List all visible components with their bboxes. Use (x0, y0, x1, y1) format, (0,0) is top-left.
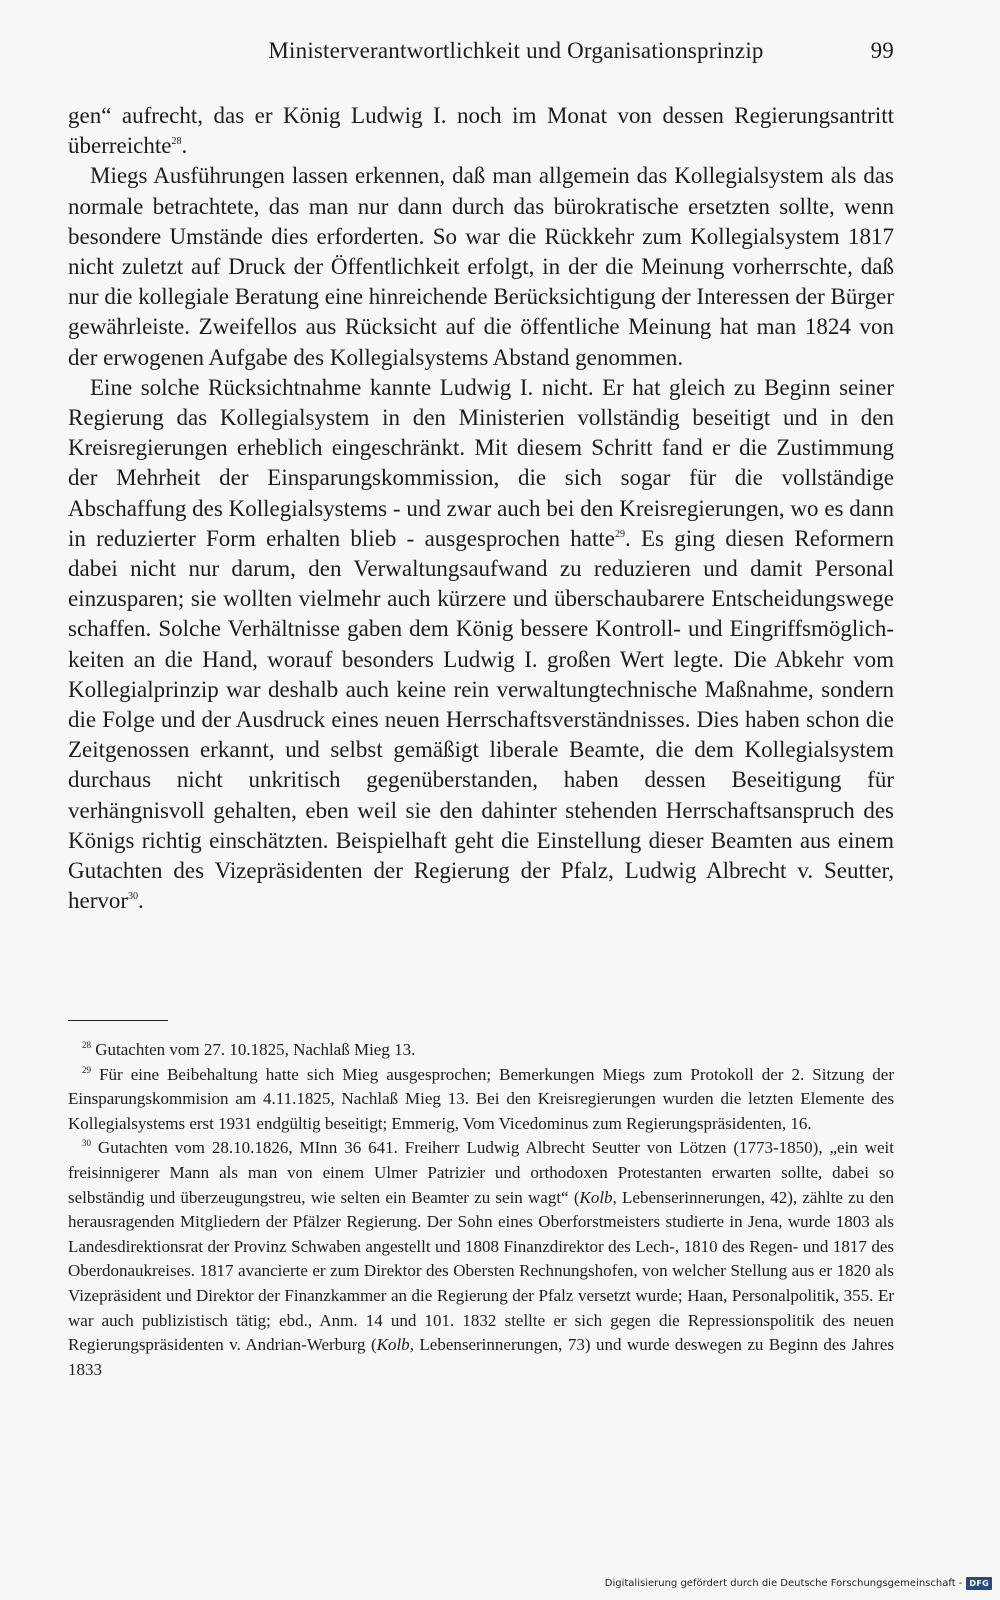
footnote-ref-30[interactable]: 30 (128, 891, 139, 903)
credit-text: Digitalisierung gefördert durch die Deutsche Forschungsgemeinschaft - (604, 1577, 963, 1589)
footnote-ref-28[interactable]: 28 (171, 136, 182, 148)
footnote-30: $^{30}$ Gutachten vom 28.10.1826, MInn 36 641. Freiherr Ludwig Albrecht Seutter von Lötzen (1773-1850), „ein weit freisinnigerer Mann als man von einem Ulmer Patrizier und orthodoxen Protestanten erwarten sollte, dabei so selbständig und überzeugungstreu, wie selten ein Beamter zu sein wagt“ (Kolb, Lebenserinnerungen, 42), zählte zu den herausragenden Mitgliedern der Pfälzer Regierung. Der Sohn eines Oberforstmeisters studierte in Jena, wurde 1803 als Landesdirektionsrat der Provinz Schwaben angestellt und 1808 Finanzdirektor des Lech-, 1810 des Regen- und 1817 des Oberdonaukreises. 1817 avancierte er zum Direktor des Obersten Rechnungshofen, von welcher Stellung aus er 1820 als Vizepräsident und Direktor der Finanzkammer an die Regierung der Pfalz versetzt wurde; Haan, Personalpolitik, 355. Er war auch publizistisch tätig; ebd., Anm. 14 und 101. 1832 stellte er sich gegen die Repressionspolitik des neuen Regierungspräsidenten v. Andrian-Werburg (Kolb, Lebenserinnerungen, 73) und wurde deswegen zu Beginn des Jahres 1833 (68, 1138, 894, 1379)
page-number: 99 (870, 38, 894, 63)
dfg-logo: DFG (966, 1577, 992, 1590)
footnote-28: $^{28}$ Gutachten vom 27. 10.1825, Nachlaß Mieg 13. (82, 1040, 416, 1059)
running-title: Ministerverantwortlichkeit und Organisationsprinzip (268, 38, 764, 63)
footnote-29: $^{29}$ Für eine Beibehaltung hatte sich Mieg ausgesprochen; Bemerkungen Miegs zum Protokoll der 2. Sitzung der Einsparungskommision am 4.11.1825, Nachlaß Mieg 13. Bei den Kreisregierungen wurden die letzten Elemente des Kollegialsystems erst 1931 endgültig beseitigt; Emmerig, Vom Vicedominus zum Regierungspräsidenten, 16. (68, 1064, 895, 1133)
footnote-ref-29[interactable]: 29 (614, 528, 625, 540)
running-header (68, 38, 894, 68)
paragraph-3: Eine solche Rücksichtnahme kannte Ludwig I. nicht. Er hat gleich zu Beginn seiner Regierung das Kollegialsystem in den Ministerien vollständig beseitigt und in den Kreisregierungen erheblich eingeschränkt. Mit diesem Schritt fand er die Zustimmung der Mehrheit der Einsparungskommission, die sich sogar für die vollständige Abschaffung des Kollegialsystems - und zwar auch bei den Kreisregierungen, wo es dann in reduzierter Form erhalten blieb - ausgesprochen hatte$^{29}$. Es ging diesen Reformern dabei nicht nur darum, den Verwaltungsaufwand zu reduzieren und damit Personal einzusparen; sie wollten vielmehr auch kürzere und überschaubarere Entscheidungswege schaffen. Solche Verhältnisse gaben dem König bessere Kontroll- und Eingriffsmöglichkeiten an die Hand, worauf besonders Ludwig I. großen Wert legte. Die Abkehr vom Kollegialprinzip war deshalb auch keine rein verwaltungtechnische Maßnahme, sondern die Folge und der Ausdruck eines neuen Herrschaftsverständnisses. Dies haben schon die Zeitgenossen erkannt, und selbst gemäßigt liberale Beamte, die dem Kollegialsystem durchaus nicht unkritisch gegenüberstanden, haben dessen Beseitigung für verhängnisvoll gehalten, eben weil sie den dahinter stehenden Herrschaftsanspruch des Königs richtig einschätzten. Beispielhaft geht die Einstellung dieser Beamten aus einem Gutachten des Vizepräsidenten der Regierung der Pfalz, Ludwig Albrecht v. Seutter, hervor$^{30}$. (68, 374, 894, 914)
digitization-credit (605, 1574, 992, 1592)
footnotes (68, 1038, 894, 1382)
paragraph-1: gen“ aufrecht, das er König Ludwig I. noch im Monat von dessen Regierungsantritt überreichte$^{28}$. (68, 103, 894, 159)
footnote-divider (68, 1020, 168, 1021)
main-text (68, 101, 894, 916)
paragraph-2: Miegs Ausführungen lassen erkennen, daß man allgemein das Kollegialsystem als das normale betrachtete, das man nur dann durch das bürokratische ersetzten sollte, wenn besondere Umstände dies erforderten. So war die Rückkehr zum Kollegialsystem 1817 nicht zuletzt auf Druck der Öffentlichkeit erfolgt, in der die Meinung vorherrschte, daß nur die kollegiale Beratung eine hinreichende Berücksichtigung der Interessen der Bürger gewährleiste. Zweifellos aus Rücksicht auf die öffentliche Meinung hat man 1824 von der erwogenen Aufgabe des Kollegialsystems Abstand genommen. (68, 163, 895, 370)
